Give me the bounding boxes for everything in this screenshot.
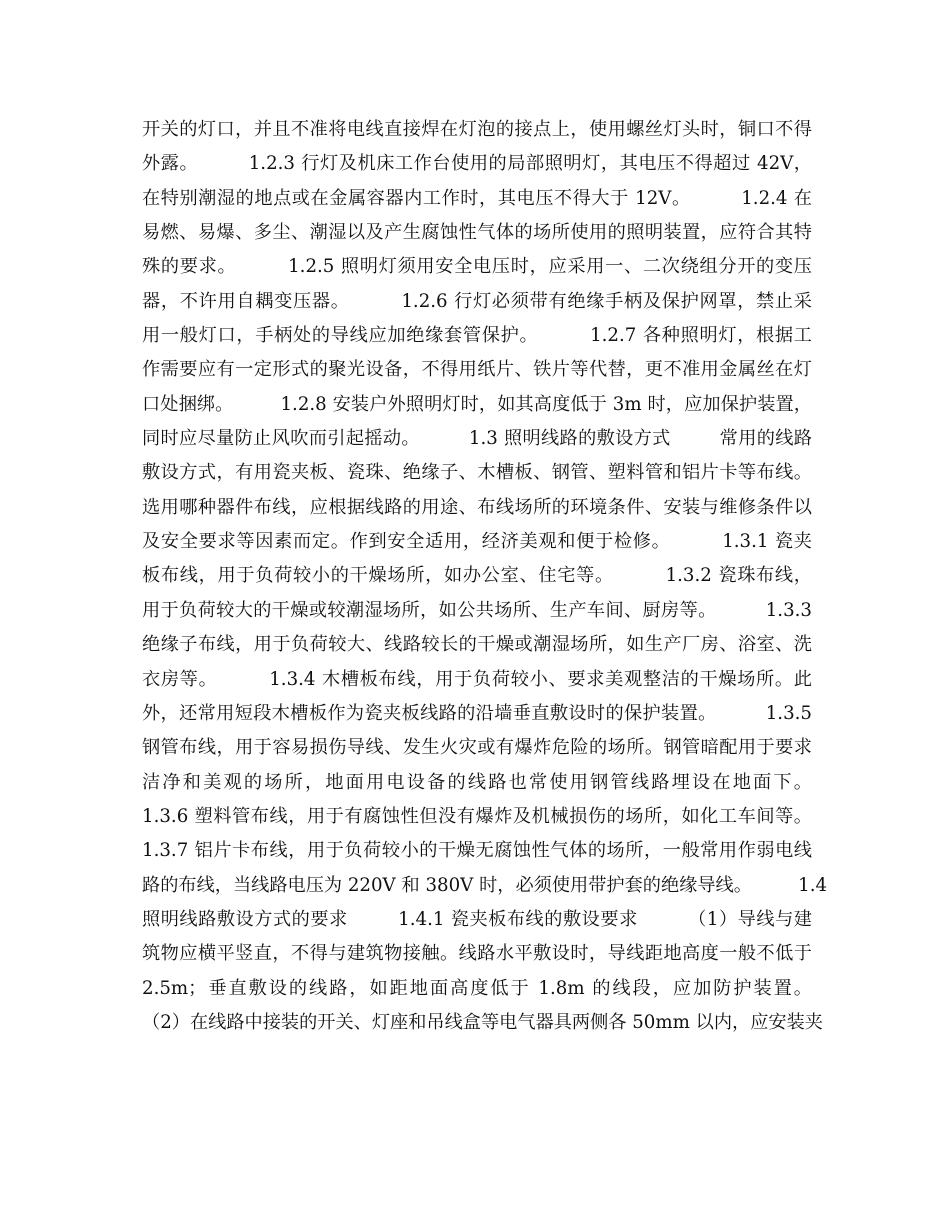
text-line: 选用哪种器件布线，应根据线路的用途、布线场所的环境条件、安装与维修条件以 (142, 496, 812, 518)
text-line: 外露。 1.2.3 行灯及机床工作台使用的局部照明灯，其电压不得超过 42V， (142, 153, 812, 175)
text-line: 照明线路敷设方式的要求 1.4.1 瓷夹板布线的敷设要求 （1）导线与建 (142, 908, 812, 930)
text-line: （2）在线路中接装的开关、灯座和吊线盒等电气器具两侧各 50mm 以内，应安装夹 (142, 1011, 823, 1033)
text-line: 钢管布线，用于容易损伤导线、发生火灾或有爆炸危险的场所。钢管暗配用于要求 (142, 737, 812, 759)
text-line: 开关的灯口，并且不准将电线直接焊在灯泡的接点上，使用螺丝灯头时，铜口不得 (142, 119, 812, 140)
text-line: 口处捆绑。 1.2.8 安装户外照明灯时，如其高度低于 3m 时，应加保护装置， (142, 393, 812, 415)
text-line: 敷设方式，有用瓷夹板、瓷珠、绝缘子、木槽板、钢管、塑料管和铝片卡等布线。 (142, 462, 812, 484)
text-line: 殊的要求。 1.2.5 照明灯须用安全电压时，应采用一、二次绕组分开的变压 (142, 256, 812, 278)
text-line: 筑物应横平竖直，不得与建筑物接触。线路水平敷设时，导线距地高度一般不低于 (142, 943, 812, 965)
text-line: 外，还常用短段木槽板作为瓷夹板线路的沿墙垂直敷设时的保护装置。 1.3.5 (142, 702, 812, 724)
text-line: 板布线，用于负荷较小的干燥场所，如办公室、住宅等。 1.3.2 瓷珠布线， (142, 565, 812, 587)
text-line: 1.3.7 铝片卡布线，用于负荷较小的干燥无腐蚀性气体的场所，一般常用作弱电线 (142, 840, 812, 862)
text-line: 同时应尽量防止风吹而引起摇动。 1.3 照明线路的敷设方式 常用的线路 (142, 428, 812, 450)
text-line: 衣房等。 1.3.4 木槽板布线，用于负荷较小、要求美观整洁的干燥场所。此 (142, 668, 812, 690)
text-line: 用一般灯口，手柄处的导线应加绝缘套管保护。 1.2.7 各种照明灯，根据工 (142, 325, 812, 347)
text-line: 及安全要求等因素而定。作到安全适用，经济美观和便于检修。 1.3.1 瓷夹 (142, 531, 812, 553)
text-line: 绝缘子布线，用于负荷较大、线路较长的干燥或潮湿场所，如生产厂房、浴室、洗 (142, 634, 812, 656)
text-line: 洁净和美观的场所，地面用电设备的线路也常使用钢管线路埋设在地面下。 (142, 771, 812, 793)
text-line: 2.5m；垂直敷设的线路，如距地面高度低于 1.8m 的线段，应加防护装置。 (142, 977, 812, 999)
body-text (142, 113, 828, 1040)
text-line: 1.3.6 塑料管布线，用于有腐蚀性但没有爆炸及机械损伤的场所，如化工车间等。 (142, 805, 812, 827)
text-line: 器，不许用自耦变压器。 1.2.6 行灯必须带有绝缘手柄及保护网罩，禁止采 (142, 290, 812, 312)
text-line: 路的布线，当线路电压为 220V 和 380V 时，必须使用带护套的绝缘导线。 1.4 (142, 874, 828, 896)
text-line: 在特别潮湿的地点或在金属容器内工作时，其电压不得大于 12V。 1.2.4 在 (142, 187, 812, 209)
text-line: 作需要应有一定形式的聚光设备，不得用纸片、铁片等代替，更不准用金属丝在灯 (142, 359, 812, 381)
text-line: 用于负荷较大的干燥或较潮湿场所，如公共场所、生产车间、厨房等。 1.3.3 (142, 599, 812, 621)
text-line: 易燃、易爆、多尘、潮湿以及产生腐蚀性气体的场所使用的照明装置，应符合其特 (142, 222, 812, 244)
